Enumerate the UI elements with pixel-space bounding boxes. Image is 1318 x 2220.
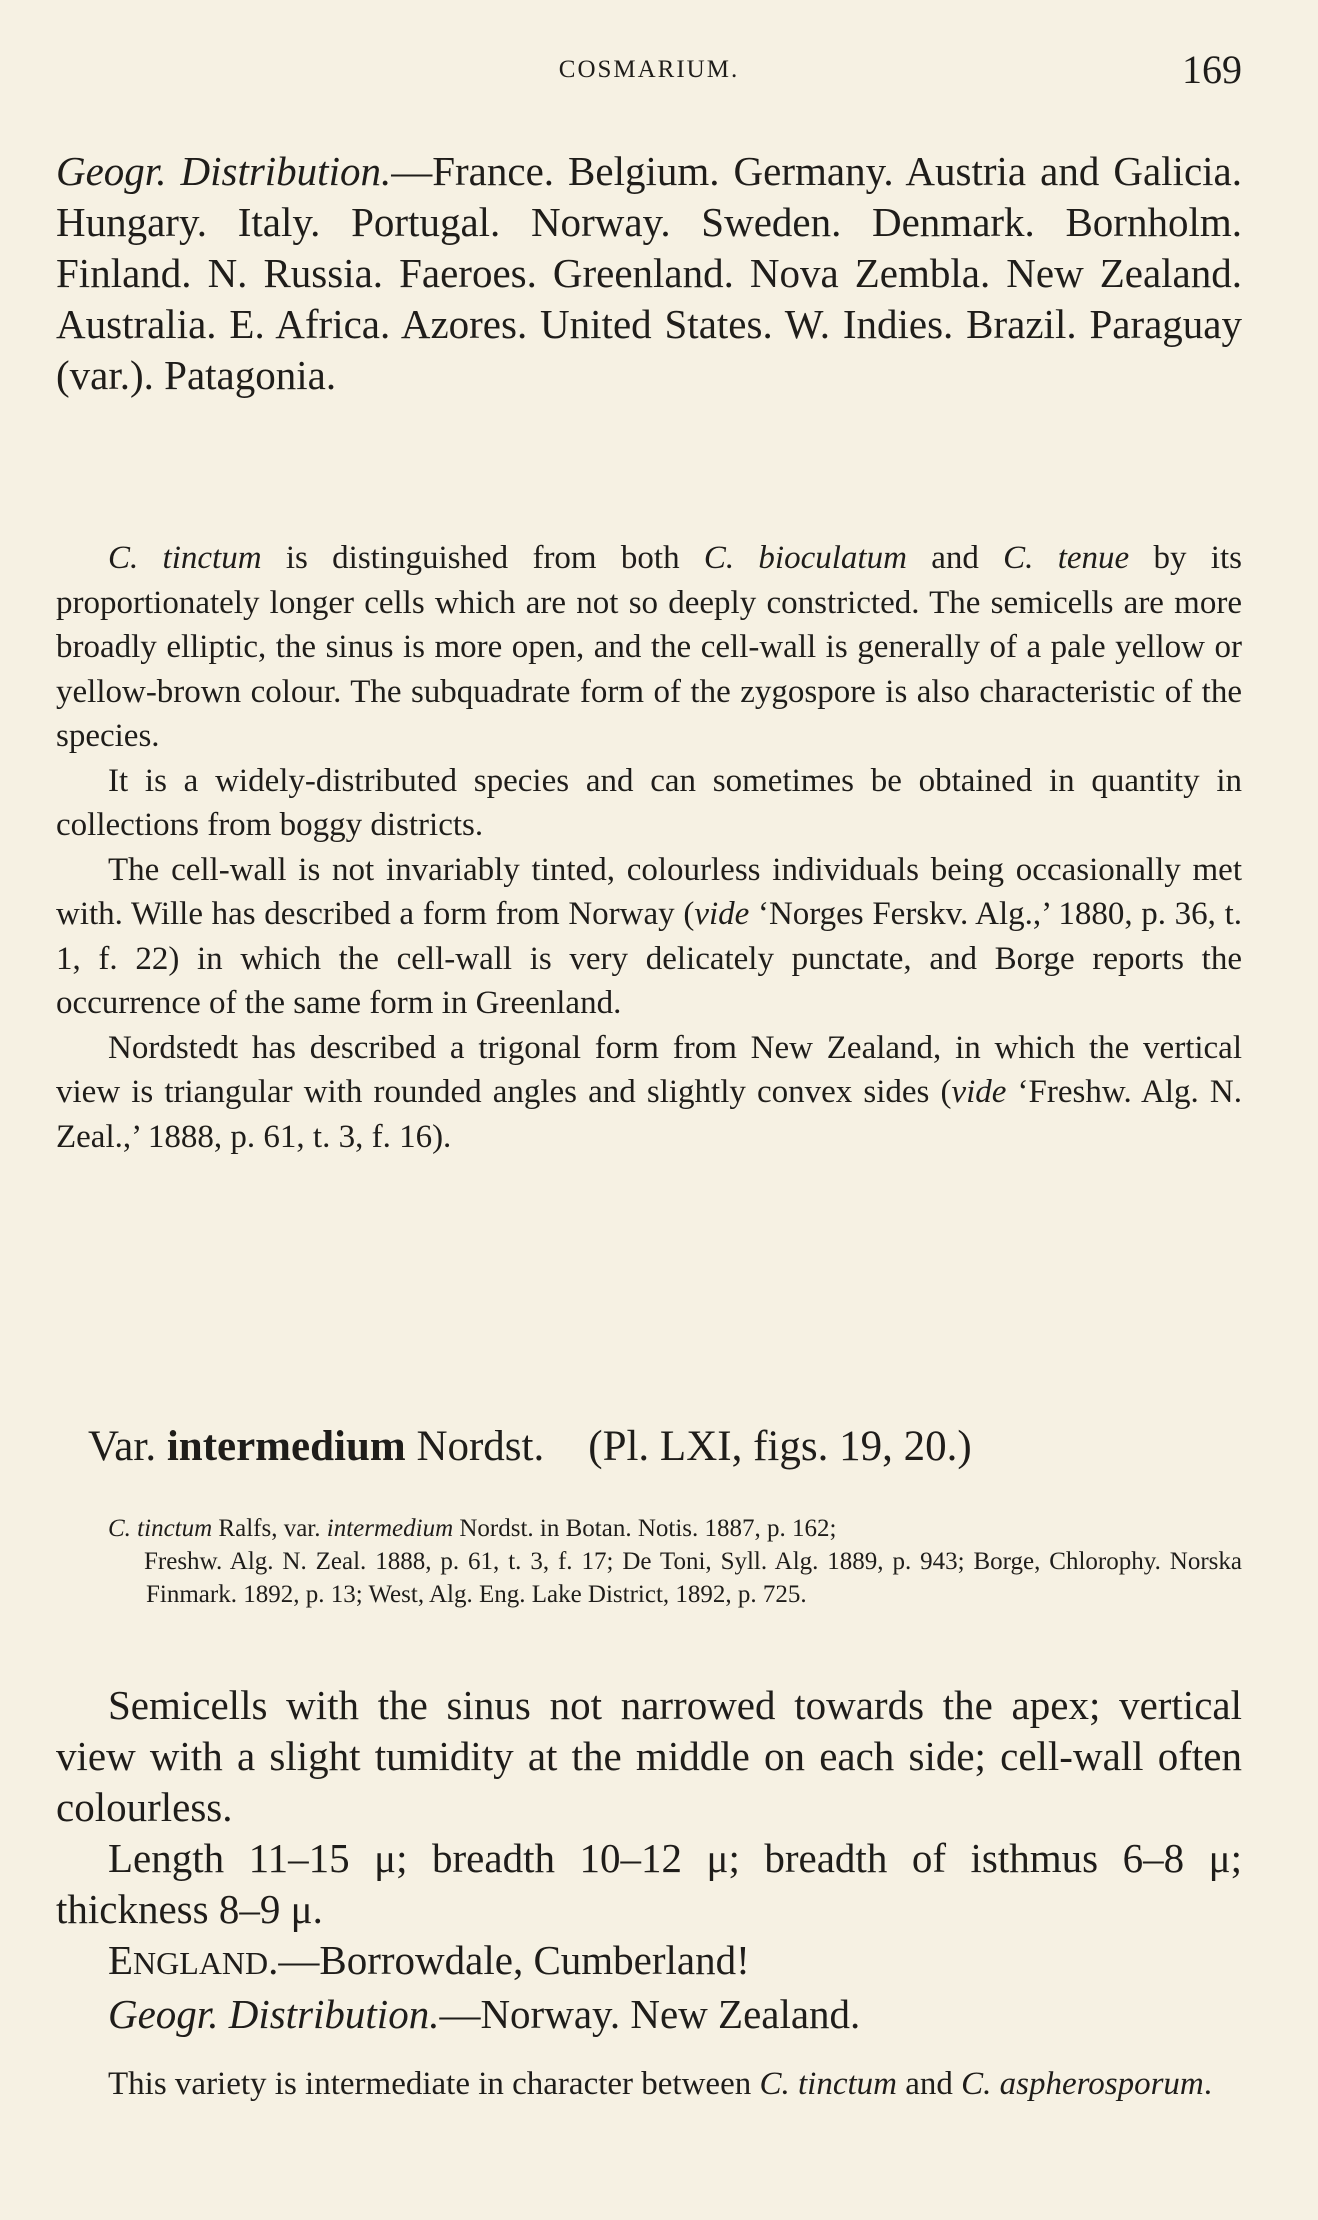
synonymy-citation [56, 1512, 1242, 1611]
variety-name-italic: intermedium [326, 1515, 454, 1542]
body-text: Nordstedt has described a trigonal form from New Zealand, in which the vertical view is triangular with rounded angles and slightly convex sides ( [56, 1029, 1242, 1110]
discussion-paragraph-4 [56, 1026, 1242, 1160]
taxon-name: C. tinctum [759, 2066, 897, 2102]
distribution-text: —France. Belgium. Germany. Austria and Galicia. Hungary. Italy. Portugal. Norway. Sweden. Denmark. Bornholm. Finland. N. Russia. Faeroes. Greenland. Nova Zembla. New Zealand. Australia. E. Africa. Azores. United States. W. Indies. Brazil. Paraguay (var.). Patagonia. [56, 148, 1242, 398]
locality-text: .—Borrowdale, Cumberland! [268, 1937, 750, 1983]
body-text: by its proportionately longer cells which are not so deeply constricted. The semicells are more broadly elliptic, the sinus is more open, and the cell-wall is generally of a pale yellow or yellow-brown colour. The subquadrate form of the zygospore is also characteristic of the species. [56, 540, 1242, 754]
citation-continuation: Freshw. Alg. N. Zeal. 1888, p. 61, t. 3, f. 17; De Toni, Syll. Alg. 1889, p. 943; Borge, Chlorophy. Norska Finmark. 1892, p. 13; West, Alg. Eng. Lake District, 1892, p. 725. [144, 1548, 1242, 1608]
body-text: Ralfs, var. [212, 1515, 327, 1542]
body-text: ‘Norges Ferskv. Alg.,’ 1880, p. 36, t. 1, f. 22) in which the cell-wall is very delicately punctate, and Borge reports the occurrence of the same form in Greenland. [56, 896, 1242, 1021]
taxon-name: C. tinctum [108, 540, 262, 576]
body-text: This variety is intermediate in character between [108, 2066, 760, 2102]
smallcaps-rest: NGLAND [133, 1945, 269, 1981]
body-text: . [1203, 2066, 1213, 2102]
plate-reference: (Pl. LXI, figs. 19, 20.) [588, 1423, 972, 1470]
vide: vide [694, 896, 750, 932]
distribution-section [56, 146, 1242, 401]
running-head [56, 44, 1242, 94]
note-paragraph [56, 2062, 1242, 2106]
discussion-section [56, 536, 1242, 1159]
discussion-paragraph-1 [56, 536, 1242, 759]
variety-heading [56, 1418, 1274, 1476]
distribution-label: Geogr. Distribution. [56, 148, 392, 194]
england-locality [56, 1935, 1242, 1989]
discussion-paragraph-2: It is a widely-distributed species and can sometimes be obtained in quantity in collections from boggy districts. [56, 762, 1242, 843]
body-text: ‘Freshw. Alg. N. Zeal.,’ 1888, p. 61, t. 3, f. 16). [56, 1074, 1242, 1155]
discussion-paragraph-3 [56, 848, 1242, 1026]
distribution-text: —Norway. New Zealand. [439, 1991, 861, 2037]
taxon-name: C. bioculatum [703, 540, 907, 576]
variety-prefix: Var. [88, 1423, 167, 1470]
body-text: is distinguished from both [261, 540, 704, 576]
characters-paragraph: Semicells with the sinus not narrowed towards the apex; vertical view with a slight tumidity at the middle on each side; cell-wall often colourless. [56, 1682, 1242, 1830]
body-text: and [906, 540, 1004, 576]
distribution-label: Geogr. Distribution. [108, 1991, 440, 2037]
measurements-paragraph: Length 11–15 μ; breadth 10–12 μ; breadth of isthmus 6–8 μ; thickness 8–9 μ. [56, 1835, 1242, 1932]
body-text: Nordst. in Botan. Notis. 1887, p. 162; [453, 1515, 837, 1542]
body-text: and [896, 2066, 962, 2102]
variety-distribution [56, 1989, 1242, 2040]
variety-author: Nordst. [405, 1423, 545, 1470]
taxon-name: C. tinctum [108, 1515, 213, 1542]
variety-description [56, 1680, 1242, 2040]
variety-note [56, 2062, 1242, 2106]
citation-line-1 [110, 1512, 1242, 1545]
vide: vide [951, 1074, 1007, 1110]
variety-name: intermedium [166, 1423, 406, 1470]
body-text: The cell-wall is not invariably tinted, colourless individuals being occasionally met with. Wille has described a form from Norway ( [56, 851, 1242, 932]
smallcaps-initial: E [108, 1937, 134, 1983]
taxon-name: C. tenue [1003, 540, 1130, 576]
page-number: 169 [1182, 47, 1242, 92]
taxon-name: C. aspherosporum [961, 2066, 1204, 2102]
running-title: COSMARIUM. [558, 56, 740, 83]
distribution-paragraph [56, 146, 1242, 401]
